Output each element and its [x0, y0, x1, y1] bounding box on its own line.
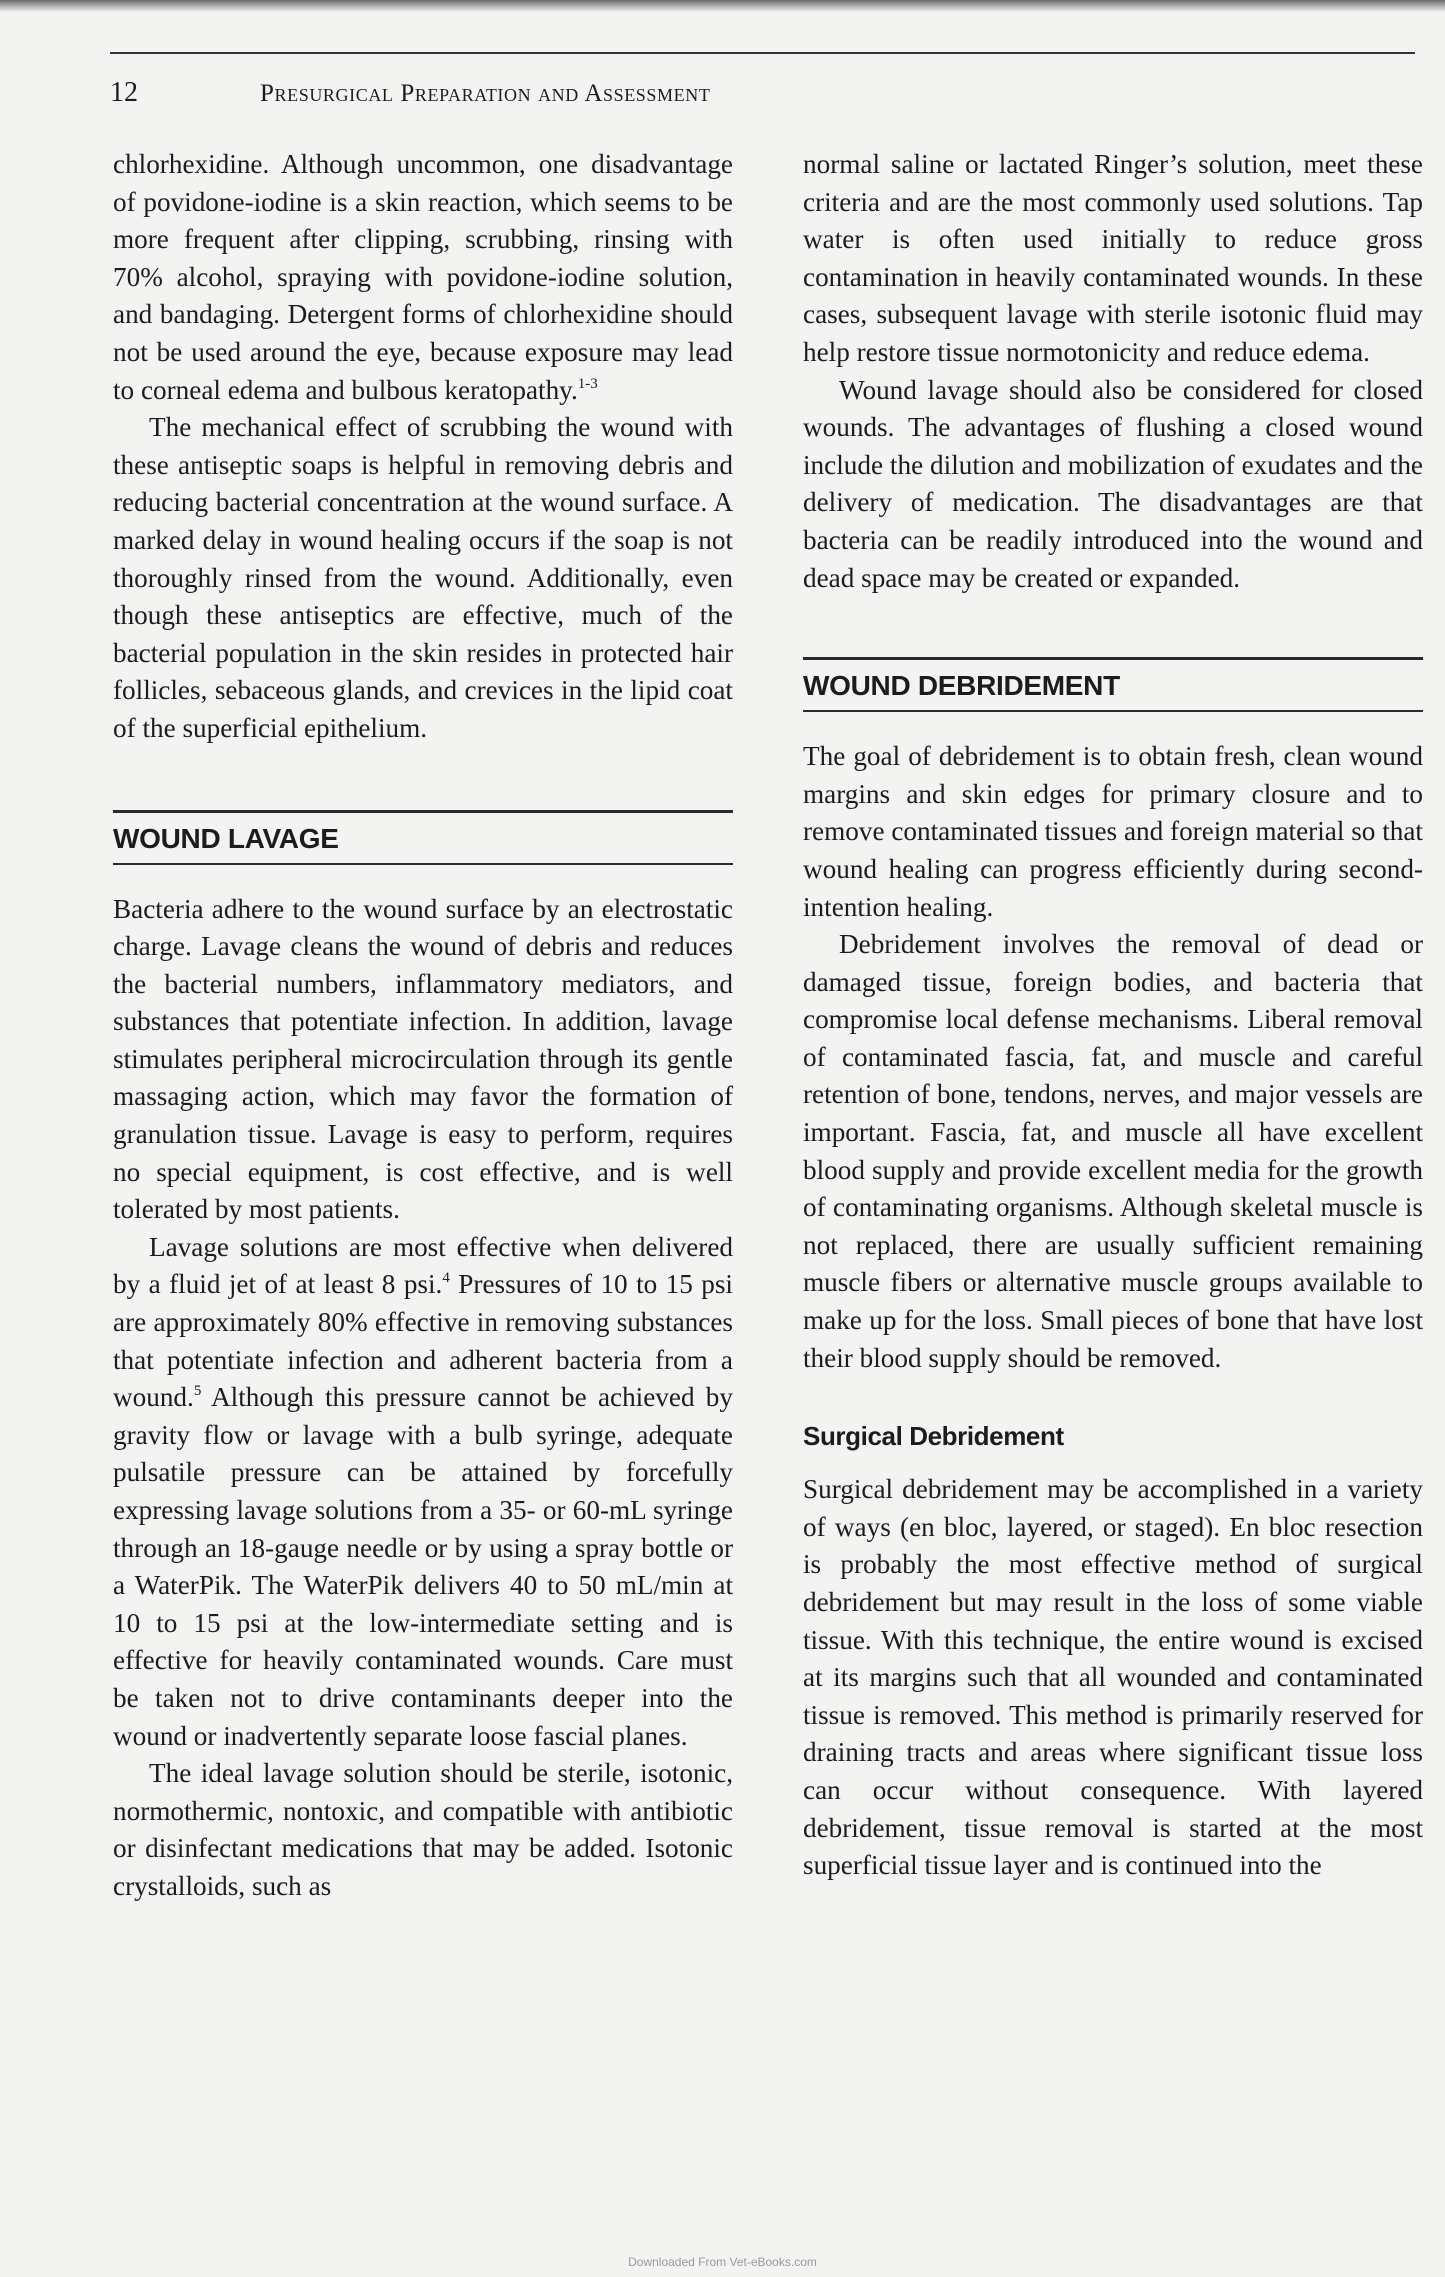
- download-credit: Downloaded From Vet-eBooks.com: [628, 2255, 817, 2269]
- scan-edge-shadow: [0, 0, 1445, 12]
- paragraph-text: Lavage solutions are most effective when delivered by a fluid jet of at least 8 psi.: [113, 1231, 733, 1300]
- paragraph-text: Although this pressure cannot be achieved by gravity flow or lavage with a bulb syringe, adequate pulsatile pressure can be attained by forcefully expressing lavage solutions from a 35- or 60-mL syringe through an 18-gauge needle or by using a spray bottle or a WaterPik. The WaterPik delivers 40 to 50 mL/min at 10 to 15 psi at the low-intermediate setting and is effective for heavily contaminated wounds. Care must be taken not to drive contaminants deeper into the wound or inadvertently separate loose fascial planes.: [113, 1382, 733, 1751]
- section-heading-wound-lavage: WOUND LAVAGE: [113, 822, 339, 854]
- running-head-title: Presurgical Preparation and Assessment: [260, 80, 711, 107]
- paragraph: Debridement involves the removal of dead or damaged tissue, foreign bodies, and bacteria that compromise local defense mechanisms. Liberal removal of contaminated fascia, fat, and muscle and careful retention of bone, tendons, nerves, and major vessels are important. Fascia, fat, and muscle all have excellent blood supply and provide excellent media for the growth of contaminating organisms. Although skeletal muscle is not replaced, there are usually sufficient remaining muscle fibers or alternative muscle groups available to make up for the loss. Small pieces of bone that have lost their blood supply should be removed.: [803, 929, 1423, 1373]
- paragraph-text: Pressures of 10 to 15 psi are approximately 80% effective in removing substances that potentiate infection and adherent bacteria from a wound.: [113, 1269, 733, 1413]
- reference-superscript: 5: [193, 1383, 202, 1400]
- reference-superscript: 1-3: [577, 375, 598, 392]
- paragraph: The mechanical effect of scrubbing the wound with these antiseptic soaps is helpful in removing debris and reducing bacterial concentration at the wound surface. A marked delay in wound healing occurs if the soap is not thoroughly rinsed from the wound. Additionally, even though these antiseptics are effective, much of the bacterial population in the skin resides in protected hair follicles, sebaceous glands, and crevices in the lipid coat of the superficial epithelium.: [113, 412, 733, 743]
- header-rule: [110, 52, 1415, 54]
- paragraph-text: chlorhexidine. Although uncommon, one disadvantage of povidone-iodine is a skin reaction, which seems to be more frequent after clipping, scrubbing, rinsing with 70% alcohol, spraying with povidone-iodine solution, and bandaging. Detergent forms of chlorhexidine should not be used around the eye, because exposure may lead to corneal edema and bulbous keratopathy.: [113, 149, 733, 405]
- section-heading-wound-debridement: WOUND DEBRIDEMENT: [803, 670, 1120, 702]
- section-heading-block: [803, 657, 1423, 712]
- paragraph: Surgical debridement may be accomplished in a variety of ways (en bloc, layered, or staged). En bloc resection is probably the most effective method of surgical debridement but may result in the loss of some viable tissue. With this technique, the entire wound is excised at its margins such that all wounded and contaminated tissue is removed. This method is primarily reserved for draining tracts and areas where significant tissue loss can occur without consequence. With layered debridement, tissue removal is started at the most superficial tissue layer and is continued into the: [803, 1474, 1423, 1881]
- paragraph: The goal of debridement is to obtain fresh, clean wound margins and skin edges for primary closure and to remove contaminated tissues and foreign material so that wound healing can progress efficiently during second-intention healing.: [803, 741, 1423, 922]
- reference-superscript: 4: [442, 1270, 450, 1287]
- paragraph: Bacteria adhere to the wound surface by an electrostatic charge. Lavage cleans the wound of debris and reduces the bacterial numbers, inflammatory mediators, and substances that potentiate infection. In addition, lavage stimulates peripheral microcirculation through its gentle massaging action, which may favor the formation of granulation tissue. Lavage is easy to perform, requires no special equipment, is cost effective, and is well tolerated by most patients.: [113, 893, 733, 1225]
- subheading-surgical-debridement: Surgical Debridement: [803, 1421, 1064, 1452]
- paragraph: The ideal lavage solution should be sterile, isotonic, normothermic, nontoxic, and compatible with antibiotic or disinfectant medications that may be added. Isotonic crystalloids, such as: [113, 1758, 733, 1901]
- paragraph: normal saline or lactated Ringer’s solution, meet these criteria and are the most commonly used solutions. Tap water is often used initially to reduce gross contamination in heavily contaminated wounds. In these cases, subsequent lavage with sterile isotonic fluid may help restore tissue normotonicity and reduce edema.: [803, 149, 1423, 367]
- running-head: [110, 76, 1010, 111]
- right-column: [803, 146, 1423, 1885]
- left-column: [113, 146, 733, 1906]
- paragraph: [113, 1229, 733, 1755]
- paragraph: [113, 146, 733, 409]
- paragraph: Wound lavage should also be considered for closed wounds. The advantages of flushing a closed wound include the dilution and mobilization of exudates and the delivery of medication. The disadvantages are that bacteria can be readily introduced into the wound and dead space may be created or expanded.: [803, 374, 1423, 593]
- section-heading-block: [113, 810, 733, 865]
- page-number: 12: [110, 77, 138, 108]
